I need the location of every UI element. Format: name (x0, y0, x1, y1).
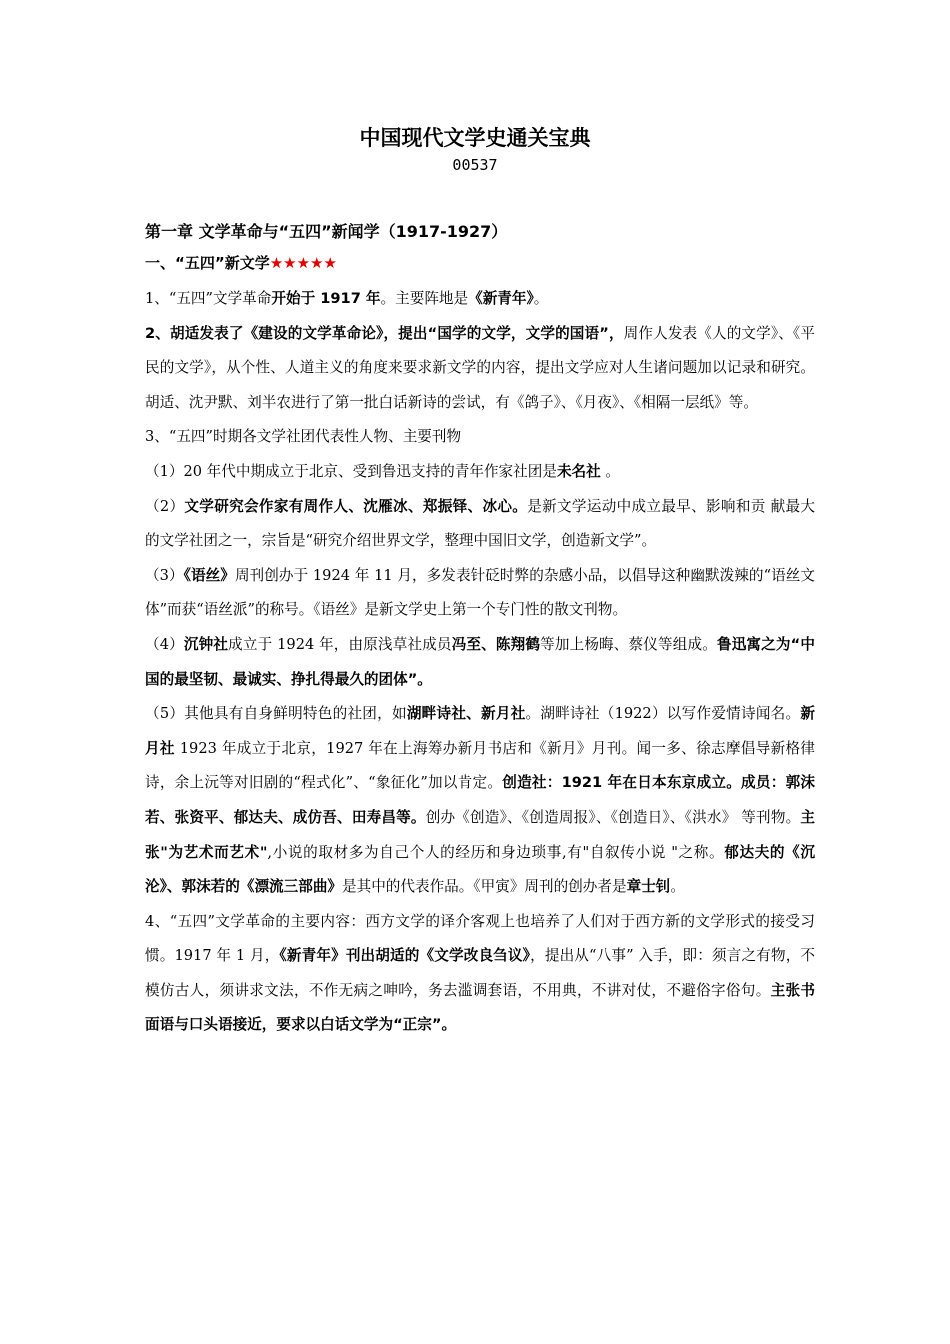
paragraph-4 (145, 455, 815, 490)
bold-text: 主张"为艺术而艺术" (145, 808, 815, 861)
text-run: 4、“五四”文学革命的主要内容：西方文学的译介客观上也培养了人们对于西方新的文学形式的接受习惯。1917 年 1 月， (145, 912, 815, 965)
text-run: 1923 年成立于北京，1927 年在上海筹办新月书店和《新月》月刊。闻一多、徐志摩倡导新格律诗，余上沅等对旧剧的“程式化”、“象征化”加以肯定。 (145, 739, 815, 792)
chapter-heading: 第一章 文学革命与“五四”新闻学（1917-1927） (145, 222, 508, 241)
bold-text: 章士钊 (626, 878, 671, 896)
text-run: （1）20 年代中期成立于北京、受到鲁迅支持的青年作家社团是 (145, 462, 557, 480)
text-run: 。 (670, 878, 685, 896)
text-run: （5）其他具有自身鲜明特色的社团，如 (145, 705, 407, 723)
bold-text: 创造社：1921 年在日本东京成立。成员：郭沫若、张资平、郁达夫、成仿吾、田寿昌等。 (145, 774, 815, 826)
bold-text: 《语丝》 (183, 566, 235, 584)
bold-text: 冯至、陈翔鹤 (451, 635, 541, 653)
text-run: 。湖畔诗社（1922）以写作爱情诗闻名。 (525, 705, 801, 723)
text-run: 。主要阵地是 (380, 290, 469, 307)
bold-text: 沉钟社 (183, 635, 229, 653)
paragraph-3: 3、“五四”时期各文学社团代表性人物、主要刊物 (145, 428, 462, 446)
text-run: 成立于 1924 年，由原浅草社成员 (228, 635, 452, 653)
text-run: 周刊创办于 1924 年 11 月，多发表针砭时弊的杂感小品，以倡导这种幽默泼辣的“语丝文体”而获“语丝派”的称号。《语丝》是新文学史上第一个专门性的散文刊物。 (145, 566, 815, 619)
bold-text: 郁达夫的《沉沦》、郭沫若的《漂流三部曲》 (145, 843, 815, 896)
text-run: 等加上杨晦、蔡仪等组成。 (540, 635, 717, 653)
course-code: 00537 (452, 156, 498, 174)
text-run: ,小说的取材多为自己个人的经历和身边琐事,有"自叙传小说 "之称。 (267, 843, 725, 861)
rating-stars: ★★★★★ (269, 254, 337, 272)
bold-text: 新月社 (145, 705, 815, 757)
section-label: 一、“五四”新文学 (145, 254, 270, 272)
paragraph-9 (145, 905, 815, 1043)
bold-text: 鲁迅寓之为“中国的最坚韧、最诚实、挣扎得最久的团体”。 (145, 635, 815, 688)
text-run: （4） (145, 635, 184, 653)
text-run: （3） (145, 566, 184, 584)
bold-text: 主张书面语与口头语接近，要求以白话文学为“正宗”。 (145, 981, 815, 1034)
paragraph-7 (145, 628, 815, 697)
text-run: 。 (600, 462, 620, 480)
bold-text: 《新青年》刊出胡适的《文学改良刍议》 (279, 947, 531, 965)
paragraph-5 (145, 490, 815, 559)
text-run: （2） (145, 497, 185, 515)
text-run: 。 (533, 290, 549, 307)
paragraph-1 (145, 282, 815, 317)
bold-text: 开始于 1917 年 (271, 290, 381, 307)
bold-text: 文学研究会作家有周作人、沈雁冰、郑振铎、冰心。 (184, 497, 528, 515)
text-run: ，提出从“八事” 入手，即：须言之有物，不模仿古人，须讲求文法，不作无病之呻吟，务去滥调套语，不用典，不讲对仗，不避俗字俗句。 (145, 947, 816, 999)
text-run: 周作人发表《人的文学》、《平民的文学》，从个性、人道主义的角度来要求新文学的内容，提出文学应对人生诸问题加以记录和研究。胡适、沈尹默、刘半农进行了第一批白话新诗的尝试，有《鸽子》、《月夜》、《相隔一层纸》等。 (145, 324, 815, 411)
paragraph-6 (145, 559, 815, 628)
text-run: 创办《创造》、《创造周报》、《创造日》、《洪水》 等刊物。 (425, 808, 801, 826)
text-run: 是新文学运动中成立最早、影响和贡 献最大的文学社团之一，宗旨是“研究介绍世界文学，整理中国旧文学，创造新文学”。 (145, 497, 815, 550)
document-title: 中国现代文学史通关宝典 (359, 126, 591, 150)
text-run: 是其中的代表作品。《甲寅》周刊的创办者是 (342, 878, 627, 896)
paragraph-2 (145, 317, 815, 421)
paragraph-8 (145, 697, 815, 905)
bold-text: 湖畔诗社、新月社 (406, 705, 526, 723)
bold-text: 2、胡适发表了《建设的文学革命论》，提出“国学的文学，文学的国语”， (145, 324, 624, 342)
document-body (145, 218, 815, 1043)
text-run: 1、“五四”文学革命 (145, 290, 272, 307)
bold-text: 《新青年》 (468, 290, 534, 307)
section-heading (145, 250, 815, 276)
bold-text: 未名社 (556, 462, 601, 480)
